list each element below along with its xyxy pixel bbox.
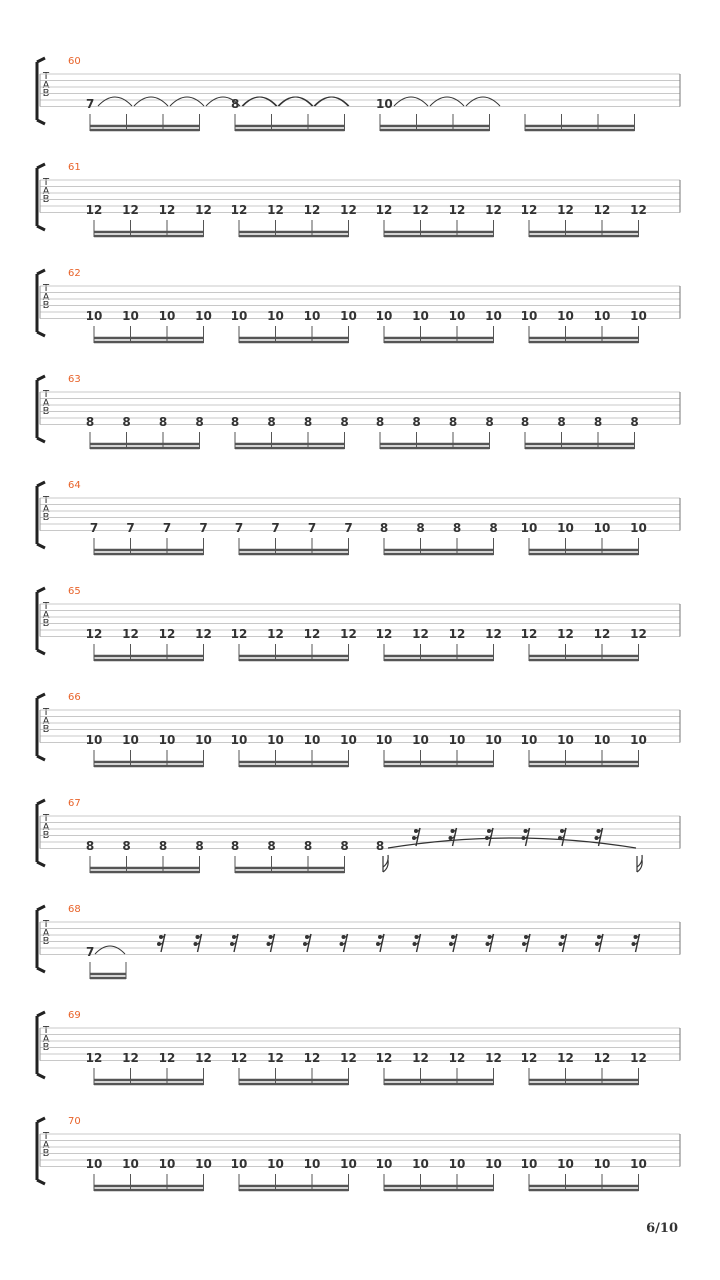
system-bracket [37, 58, 45, 124]
fret-number: 12 [375, 627, 393, 641]
beam-group [235, 856, 345, 873]
beam-group [94, 750, 204, 767]
tab-system-69 [0, 1010, 720, 1116]
measure-number: 63 [68, 374, 81, 385]
fret-number: 8 [379, 521, 389, 535]
notation [0, 798, 720, 904]
beam-group [529, 644, 639, 661]
fret-number: 8 [448, 415, 458, 429]
tab-clef-letter: B [42, 1148, 50, 1159]
beam-group [384, 1068, 494, 1085]
beam-group [90, 114, 200, 131]
tab-clef-letter: B [42, 618, 50, 629]
fret-number: 12 [412, 627, 429, 641]
fret-number: 10 [230, 733, 248, 747]
fret-number: 7 [307, 521, 317, 535]
system-bracket [37, 1012, 45, 1078]
fret-number: 10 [303, 1157, 321, 1171]
staff-lines [40, 495, 680, 531]
fret-number: 10 [230, 1157, 248, 1171]
fret-number: 10 [557, 521, 574, 535]
fret-number: 7 [86, 945, 95, 959]
fret-number: 8 [122, 415, 131, 429]
rest-sixteenth [194, 934, 202, 952]
fret-number: 7 [86, 97, 95, 111]
fret-number: 12 [485, 203, 502, 217]
fret-number: 12 [340, 627, 357, 641]
tab-system-66 [0, 692, 720, 798]
fret-number: 10 [593, 521, 611, 535]
fret-number: 10 [158, 309, 176, 323]
measure-number: 70 [68, 1116, 81, 1127]
fret-number: 12 [448, 203, 466, 217]
tab-system-61 [0, 162, 720, 268]
fret-number: 12 [630, 203, 647, 217]
fret-number: 10 [630, 1157, 647, 1171]
tab-clef-letter: B [42, 724, 50, 735]
fret-number: 12 [412, 1051, 429, 1065]
fret-number: 8 [557, 415, 566, 429]
fret-number: 10 [520, 521, 538, 535]
fret-number: 10 [593, 309, 611, 323]
rest-sixteenth [632, 934, 640, 952]
rest-sixteenth [413, 934, 421, 952]
measure-number: 69 [68, 1010, 81, 1021]
beam-group [525, 114, 635, 131]
tab-clef-letter: B [42, 88, 50, 99]
fret-number: 10 [122, 733, 139, 747]
fret-number: 10 [85, 1157, 103, 1171]
fret-number: 10 [122, 309, 139, 323]
fret-number: 10 [267, 733, 284, 747]
fret-number: 8 [195, 839, 204, 853]
rest-sixteenth [486, 934, 494, 952]
measure-number: 65 [68, 586, 81, 597]
fret-number: 10 [520, 733, 538, 747]
fret-number: 10 [448, 733, 466, 747]
tab-clef-letter: A [42, 397, 50, 409]
beam-group [239, 538, 349, 555]
notation [0, 1116, 720, 1222]
fret-number: 10 [195, 733, 212, 747]
rest-sixteenth [230, 934, 238, 952]
fret-number: 10 [375, 1157, 393, 1171]
fret-number: 8 [122, 839, 131, 853]
tie-arcs [98, 97, 348, 106]
tie-arc [95, 946, 125, 954]
tab-clef-letter: T [42, 601, 50, 612]
notation [0, 162, 720, 268]
tab-clef-letter: A [42, 609, 50, 621]
system-bracket [37, 482, 45, 548]
beam-group [384, 326, 494, 343]
beam-group [529, 220, 639, 237]
fret-number: 10 [195, 309, 212, 323]
fret-number: 12 [557, 627, 574, 641]
fret-number: 10 [557, 309, 574, 323]
beam-group [529, 538, 639, 555]
staff-lines [40, 919, 680, 955]
fret-number: 10 [267, 1157, 284, 1171]
rest-sixteenth [559, 934, 567, 952]
fret-number: 8 [593, 415, 603, 429]
rest-sixteenth [595, 934, 603, 952]
beam-group [94, 644, 204, 661]
fret-number: 12 [195, 627, 212, 641]
measure-number: 60 [68, 56, 81, 67]
measure-number: 68 [68, 904, 81, 915]
fret-number: 12 [230, 1051, 248, 1065]
fret-number: 10 [158, 1157, 176, 1171]
measure-number: 66 [68, 692, 81, 703]
rest-sixteenth [376, 934, 384, 952]
fret-number: 12 [158, 627, 176, 641]
beam-group [529, 326, 639, 343]
fret-number: 10 [593, 733, 611, 747]
fret-number: 10 [340, 1157, 357, 1171]
notation [0, 692, 720, 798]
tab-clef-letter: A [42, 291, 50, 303]
fret-number: 8 [340, 839, 349, 853]
tab-clef-letter: B [42, 830, 50, 841]
tab-clef-letter: T [42, 283, 50, 294]
fret-number: 12 [520, 203, 538, 217]
fret-number: 8 [267, 839, 276, 853]
fret-number: 12 [593, 1051, 611, 1065]
fret-number: 12 [593, 627, 611, 641]
tab-clef-letter: T [42, 1131, 50, 1142]
fret-number: 12 [375, 203, 393, 217]
tab-clef-letter: B [42, 194, 50, 205]
beam-group [529, 1068, 639, 1085]
fret-number: 7 [162, 521, 172, 535]
beam-group [239, 1068, 349, 1085]
fret-number: 10 [557, 733, 574, 747]
fret-number: 10 [485, 733, 502, 747]
tab-system-60 [0, 56, 720, 162]
tab-system-70 [0, 1116, 720, 1222]
fret-number: 12 [122, 1051, 139, 1065]
tab-clef-letter: A [42, 1139, 50, 1151]
tab-clef-letter: T [42, 495, 50, 506]
fret-number: 10 [412, 733, 429, 747]
fret-number: 8 [267, 415, 276, 429]
fret-number: 8 [630, 415, 639, 429]
fret-number: 12 [520, 627, 538, 641]
tab-clef-letter: A [42, 503, 50, 515]
fret-number: 12 [448, 1051, 466, 1065]
system-bracket [37, 1118, 45, 1184]
system-bracket [37, 906, 45, 972]
tab-clef-letter: B [42, 300, 50, 311]
beam-group [529, 1174, 639, 1191]
beam-group [90, 856, 200, 873]
fret-number: 8 [230, 415, 240, 429]
fret-number: 8 [452, 521, 462, 535]
rest-sixteenth [449, 828, 457, 846]
fret-number: 8 [85, 839, 95, 853]
fret-number: 8 [230, 839, 240, 853]
tab-clef-letter: A [42, 79, 50, 91]
fret-number: 12 [303, 203, 321, 217]
tab-clef-letter: A [42, 185, 50, 197]
beam-group [239, 326, 349, 343]
system-bracket [37, 588, 45, 654]
fret-number: 12 [340, 203, 357, 217]
fret-number: 10 [448, 1157, 466, 1171]
fret-number: 8 [231, 97, 240, 111]
fret-number: 10 [630, 521, 647, 535]
fret-number: 7 [89, 521, 99, 535]
fret-number: 10 [340, 733, 357, 747]
tab-clef-letter: B [42, 406, 50, 417]
tab-clef-letter: T [42, 919, 50, 930]
grace-note-flag [383, 855, 388, 872]
measure-number: 61 [68, 162, 81, 173]
tab-clef-letter: T [42, 71, 50, 82]
beam-group [94, 538, 204, 555]
fret-number: 12 [158, 203, 176, 217]
fret-number: 10 [485, 309, 502, 323]
system-bracket [37, 800, 45, 866]
notation [0, 904, 720, 1010]
notation [0, 480, 720, 586]
fret-number: 12 [267, 1051, 284, 1065]
fret-number: 8 [195, 415, 204, 429]
fret-number: 8 [303, 839, 313, 853]
tab-clef-letter: A [42, 927, 50, 939]
rest-sixteenth [449, 934, 457, 952]
beam-group [384, 644, 494, 661]
beam-group [235, 432, 345, 449]
tab-system-65 [0, 586, 720, 692]
tab-system-64 [0, 480, 720, 586]
fret-number: 10 [85, 733, 103, 747]
fret-number: 12 [122, 203, 139, 217]
beam-group [384, 220, 494, 237]
tab-clef-letter: T [42, 389, 50, 400]
staff-lines [40, 71, 680, 107]
fret-number: 12 [485, 1051, 502, 1065]
fret-number: 7 [344, 521, 353, 535]
beam-group [239, 750, 349, 767]
fret-number: 8 [375, 839, 385, 853]
fret-number: 8 [485, 415, 494, 429]
fret-number: 12 [195, 1051, 212, 1065]
beam-group [525, 432, 635, 449]
tab-clef-letter: A [42, 715, 50, 727]
notation [0, 268, 720, 374]
fret-number: 10 [340, 309, 357, 323]
fret-number: 12 [375, 1051, 393, 1065]
fret-number: 10 [158, 733, 176, 747]
fret-number: 7 [271, 521, 280, 535]
fret-number: 10 [376, 97, 393, 111]
tie-arcs [394, 97, 500, 106]
fret-number: 12 [230, 203, 248, 217]
fret-number: 8 [520, 415, 530, 429]
notation [0, 586, 720, 692]
beam-group [90, 962, 126, 979]
fret-number: 10 [412, 1157, 429, 1171]
rest-sixteenth [303, 934, 311, 952]
tab-clef-letter: A [42, 821, 50, 833]
beam-group [94, 220, 204, 237]
fret-number: 8 [416, 521, 425, 535]
tab-clef-letter: B [42, 512, 50, 523]
tab-clef-letter: T [42, 1025, 50, 1036]
fret-number: 12 [85, 203, 103, 217]
rest-sixteenth [558, 828, 566, 846]
beam-group [94, 1174, 204, 1191]
fret-number: 10 [630, 309, 647, 323]
fret-number: 12 [267, 203, 284, 217]
fret-number: 12 [195, 203, 212, 217]
beam-group [239, 1174, 349, 1191]
fret-number: 10 [412, 309, 429, 323]
fret-number: 10 [195, 1157, 212, 1171]
tab-clef-letter: T [42, 707, 50, 718]
notation [0, 374, 720, 480]
fret-number: 7 [126, 521, 135, 535]
fret-number: 8 [158, 839, 168, 853]
fret-number: 10 [85, 309, 103, 323]
tab-system-68 [0, 904, 720, 1010]
tab-clef-letter: A [42, 1033, 50, 1045]
fret-number: 8 [303, 415, 313, 429]
tie-arcs [243, 97, 349, 106]
fret-number: 10 [520, 1157, 538, 1171]
fret-number: 7 [234, 521, 244, 535]
beam-group [384, 750, 494, 767]
fret-number: 10 [303, 733, 321, 747]
measure-number: 64 [68, 480, 81, 491]
measure-number: 62 [68, 268, 81, 279]
rest-sixteenth [522, 828, 530, 846]
fret-number: 10 [267, 309, 284, 323]
slur-arc [388, 838, 636, 848]
fret-number: 12 [557, 1051, 574, 1065]
tab-system-67 [0, 798, 720, 904]
fret-number: 10 [375, 733, 393, 747]
system-bracket [37, 270, 45, 336]
fret-number: 8 [375, 415, 385, 429]
fret-number: 12 [557, 203, 574, 217]
fret-number: 10 [122, 1157, 139, 1171]
page-number: 6/10 [646, 1221, 678, 1236]
fret-number: 12 [520, 1051, 538, 1065]
fret-number: 10 [230, 309, 248, 323]
rest-sixteenth [340, 934, 348, 952]
tab-clef-letter: T [42, 177, 50, 188]
tab-clef-letter: B [42, 1042, 50, 1053]
fret-number: 8 [412, 415, 421, 429]
fret-number: 8 [158, 415, 168, 429]
rest-sixteenth [485, 828, 493, 846]
fret-number: 12 [303, 627, 321, 641]
fret-number: 8 [340, 415, 349, 429]
tab-system-63 [0, 374, 720, 480]
fret-number: 10 [485, 1157, 502, 1171]
fret-number: 7 [199, 521, 208, 535]
fret-number: 12 [412, 203, 429, 217]
rest-sixteenth [267, 934, 275, 952]
beam-group [380, 432, 490, 449]
beam-group [90, 432, 200, 449]
fret-number: 10 [448, 309, 466, 323]
fret-number: 12 [303, 1051, 321, 1065]
fret-number: 12 [85, 1051, 103, 1065]
fret-number: 12 [630, 1051, 647, 1065]
fret-number: 8 [489, 521, 498, 535]
beam-group [94, 326, 204, 343]
tab-clef-letter: T [42, 813, 50, 824]
rest-sixteenth [157, 934, 165, 952]
staff-lines [40, 389, 680, 425]
tab-system-62 [0, 268, 720, 374]
measure-number: 67 [68, 798, 81, 809]
fret-number: 12 [230, 627, 248, 641]
tab-clef-letter: B [42, 936, 50, 947]
beam-group [94, 1068, 204, 1085]
system-bracket [37, 376, 45, 442]
fret-number: 10 [593, 1157, 611, 1171]
fret-number: 12 [448, 627, 466, 641]
notation [0, 56, 720, 162]
beam-group [384, 538, 494, 555]
system-bracket [37, 694, 45, 760]
beam-group [380, 114, 490, 131]
fret-number: 10 [557, 1157, 574, 1171]
fret-number: 12 [122, 627, 139, 641]
fret-number: 12 [485, 627, 502, 641]
fret-number: 12 [593, 203, 611, 217]
staff-lines [40, 813, 680, 849]
fret-number: 8 [85, 415, 95, 429]
fret-number: 12 [340, 1051, 357, 1065]
beam-group [239, 220, 349, 237]
fret-number: 10 [630, 733, 647, 747]
fret-number: 12 [267, 627, 284, 641]
beam-group [529, 750, 639, 767]
grace-note-flag [637, 855, 642, 872]
beam-group [384, 1174, 494, 1191]
system-bracket [37, 164, 45, 230]
beam-group [235, 114, 345, 131]
fret-number: 12 [630, 627, 647, 641]
fret-number: 10 [375, 309, 393, 323]
fret-number: 10 [520, 309, 538, 323]
fret-number: 10 [303, 309, 321, 323]
rest-sixteenth [522, 934, 530, 952]
fret-number: 12 [85, 627, 103, 641]
beam-group [239, 644, 349, 661]
notation [0, 1010, 720, 1116]
fret-number: 12 [158, 1051, 176, 1065]
